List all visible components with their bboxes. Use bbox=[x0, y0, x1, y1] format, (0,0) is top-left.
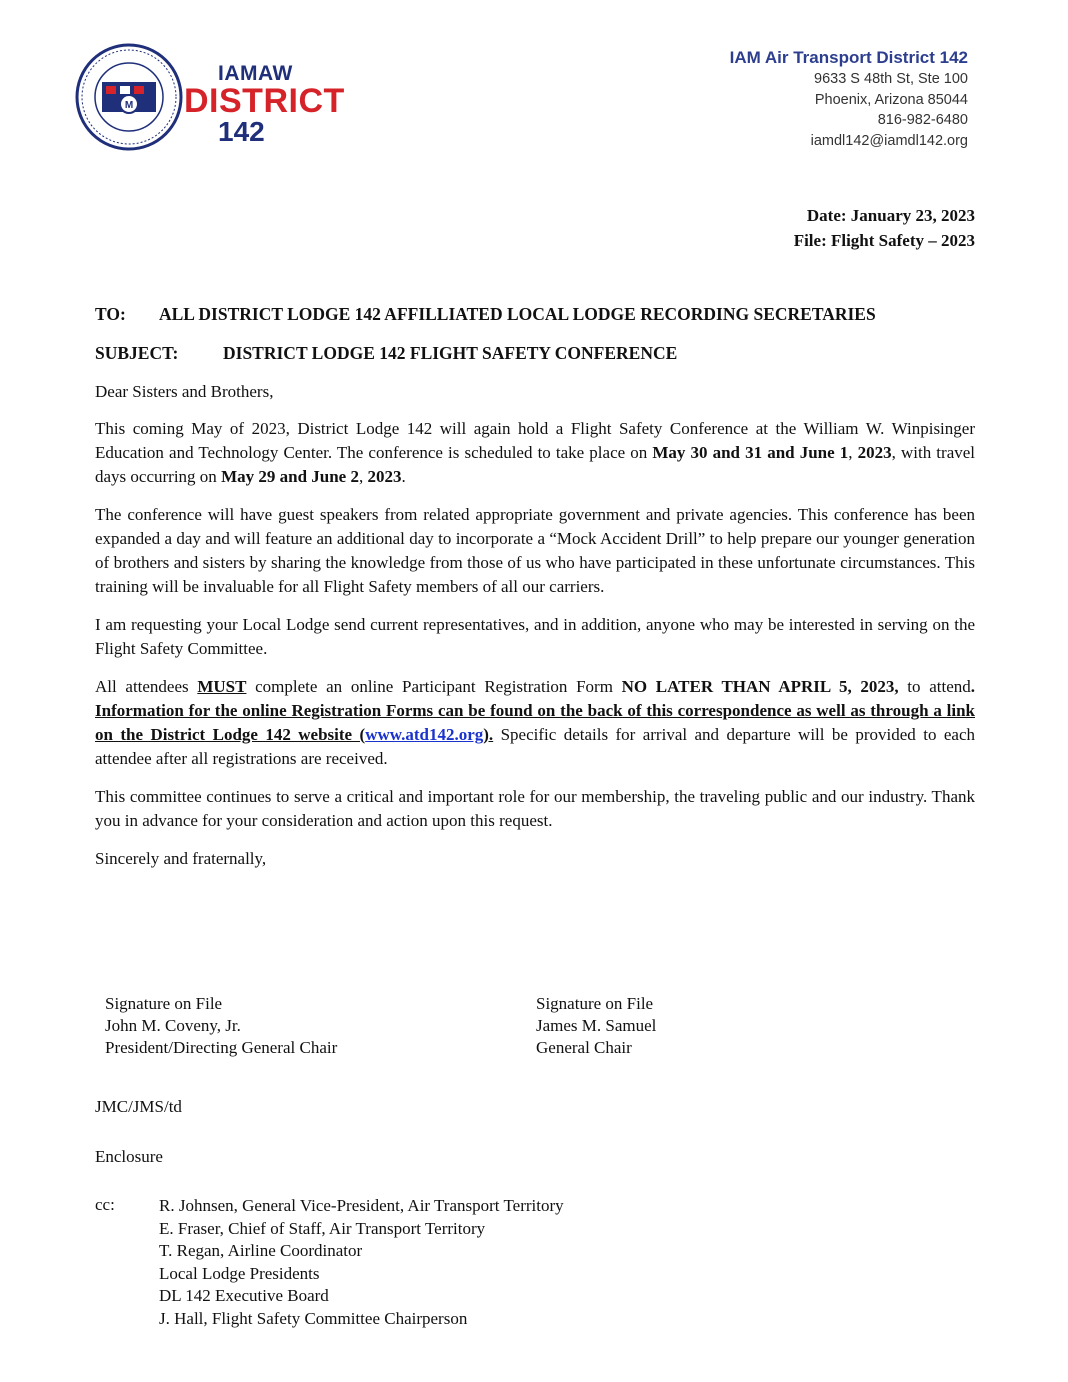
cc-item: T. Regan, Airline Coordinator bbox=[159, 1241, 363, 1260]
letterhead-org: IAM Air Transport District 142 bbox=[729, 48, 968, 67]
p1-text-i: . bbox=[401, 467, 406, 486]
letter-file: File: Flight Safety – 2023 bbox=[793, 231, 975, 250]
p4-info: Information for the online Registration Forms can be found on the back of this correspondence as well as through a link on the District Lodge 142 website ( bbox=[95, 701, 975, 744]
typist-initials: JMC/JMS/td bbox=[95, 1097, 182, 1116]
to-label: TO: bbox=[95, 304, 126, 324]
closing: Sincerely and fraternally, bbox=[95, 849, 267, 868]
cc-item: E. Fraser, Chief of Staff, Air Transport Territory bbox=[159, 1218, 486, 1238]
subject-line bbox=[95, 343, 677, 364]
signer-name: John M. Coveny, Jr. bbox=[105, 1016, 241, 1035]
paragraph-conference-dates bbox=[95, 417, 975, 489]
p4-must: MUST bbox=[197, 677, 247, 696]
cc-item: DL 142 Executive Board bbox=[159, 1286, 329, 1305]
greeting: Dear Sisters and Brothers, bbox=[95, 382, 274, 401]
cc-label: cc: bbox=[95, 1195, 115, 1214]
logo-district-text: DISTRICT bbox=[184, 82, 345, 120]
district-logo bbox=[74, 42, 344, 152]
cc-item: Local Lodge Presidents bbox=[159, 1263, 320, 1283]
website-link[interactable]: www.atd142.org bbox=[365, 725, 484, 744]
svg-text:M: M bbox=[124, 100, 134, 111]
p1-text-g: , bbox=[358, 467, 368, 486]
letterhead-address1: 9633 S 48th St, Ste 100 bbox=[814, 71, 968, 87]
letterhead-phone: 816-982-6480 bbox=[877, 112, 968, 128]
letter-date: Date: January 23, 2023 bbox=[806, 206, 975, 225]
letter-body bbox=[95, 380, 975, 885]
letterhead-address2: Phoenix, Arizona 85044 bbox=[814, 91, 968, 108]
iam-seal-icon bbox=[74, 42, 184, 152]
signer-name: James M. Samuel bbox=[536, 1016, 657, 1035]
signature-on-file: Signature on File bbox=[536, 994, 654, 1013]
paragraph-speakers: The conference will have guest speakers from related appropriate government and private agencies. This conference has been expanded a day and will feature an additional day to incorporate a “Mock Accident Drill” to help prepare our younger generation of brothers and sisters by sharing the knowledge from those of us who have participated in these unfortunate circumstances. This training will be invaluable for all Flight Safety members of all our carriers. bbox=[95, 505, 975, 596]
letterhead bbox=[730, 47, 968, 151]
paragraph-committee: This committee continues to serve a critical and important role for our membership, the traveling public and our industry. Thank you in advance for your consideration and action upon this request. bbox=[95, 787, 975, 830]
p4-deadline: NO LATER THAN APRIL 5, 2023, bbox=[621, 677, 899, 696]
p4-text-e: ). bbox=[483, 725, 494, 744]
signer-title: General Chair bbox=[536, 1038, 632, 1057]
logo-iamaw-text: IAMAW bbox=[218, 62, 293, 85]
paragraph-registration bbox=[95, 675, 975, 771]
signature-block-left bbox=[105, 993, 337, 1059]
cc-item: J. Hall, Flight Safety Committee Chairperson bbox=[159, 1308, 468, 1328]
enclosure-note: Enclosure bbox=[95, 1147, 163, 1166]
p4-text-c: to attend bbox=[898, 677, 971, 696]
p1-conference-days: May 30 and 31 and June 1 bbox=[652, 443, 849, 462]
letterhead-email: iamdl142@iamdl142.org bbox=[810, 132, 968, 149]
p1-text-a: This coming May of 2023, District Lodge 142 will again hold a Flight Safety Conference at the William W. Winpisinger Education and Technology Center. The conference is scheduled to take place on bbox=[95, 419, 975, 462]
date-file-block bbox=[794, 203, 975, 253]
subject-label: SUBJECT: bbox=[95, 343, 179, 363]
cc-list bbox=[159, 1195, 564, 1330]
cc-item: R. Johnsen, General Vice-President, Air Transport Territory bbox=[159, 1196, 564, 1215]
p1-text-c: , bbox=[848, 443, 858, 462]
signature-on-file: Signature on File bbox=[105, 994, 223, 1013]
p1-travel-year: 2023 bbox=[367, 467, 402, 486]
p4-text-f: Specific details for arrival and departure will be provided to each attendee after all registrations are received. bbox=[95, 725, 975, 768]
subject-text: DISTRICT LODGE 142 FLIGHT SAFETY CONFERENCE bbox=[223, 343, 678, 363]
to-line bbox=[95, 304, 876, 325]
p4-text-a: All attendees bbox=[95, 677, 198, 696]
p1-conference-year: 2023 bbox=[857, 443, 892, 462]
signature-block-right bbox=[536, 993, 656, 1059]
signer-title: President/Directing General Chair bbox=[105, 1038, 338, 1057]
p4-text-d: . bbox=[970, 677, 975, 696]
to-recipients: ALL DISTRICT LODGE 142 AFFILLIATED LOCAL LODGE RECORDING SECRETARIES bbox=[159, 304, 876, 324]
p1-text-e: , with travel days occurring on bbox=[95, 443, 976, 486]
p4-text-b: complete an online Participant Registration Form bbox=[246, 677, 622, 696]
p1-travel-days: May 29 and June 2 bbox=[221, 467, 359, 486]
logo-number-text: 142 bbox=[218, 116, 265, 147]
paragraph-request: I am requesting your Local Lodge send current representatives, and in addition, anyone who may be interested in serving on the Flight Safety Committee. bbox=[95, 615, 975, 658]
